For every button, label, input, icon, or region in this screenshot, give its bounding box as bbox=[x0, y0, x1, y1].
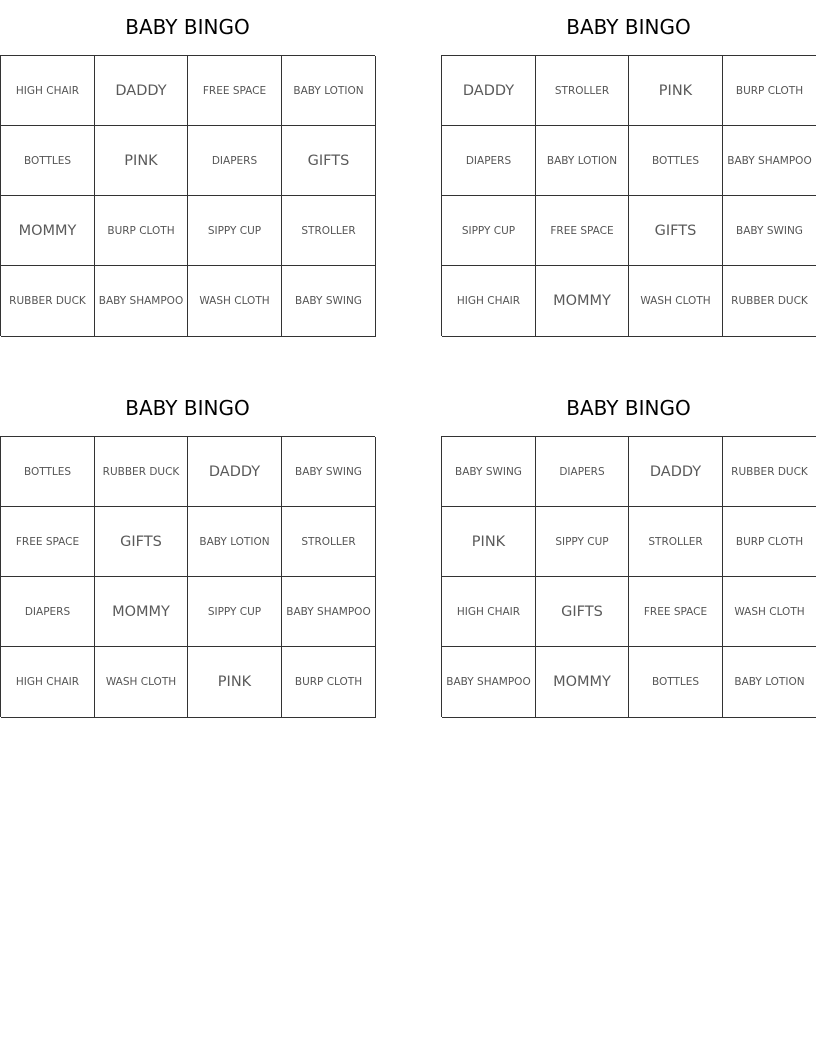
bingo-cell: SIPPY CUP bbox=[442, 196, 536, 266]
bingo-cell: RUBBER DUCK bbox=[1, 266, 95, 337]
card-title: BABY BINGO bbox=[125, 15, 250, 39]
bingo-grid bbox=[441, 436, 816, 717]
bingo-cell: MOMMY bbox=[1, 196, 95, 266]
card-title: BABY BINGO bbox=[125, 396, 250, 420]
bingo-cell: PINK bbox=[95, 126, 188, 196]
bingo-cell: DIAPERS bbox=[442, 126, 536, 196]
bingo-cell: HIGH CHAIR bbox=[442, 266, 536, 337]
bingo-cell: DIAPERS bbox=[1, 577, 95, 647]
bingo-cell: DADDY bbox=[95, 56, 188, 126]
bingo-cell: GIFTS bbox=[629, 196, 723, 266]
bingo-cell: BURP CLOTH bbox=[282, 647, 376, 718]
bingo-cell: DADDY bbox=[188, 437, 282, 507]
bingo-cell: DIAPERS bbox=[188, 126, 282, 196]
bingo-cell: BABY LOTION bbox=[723, 647, 816, 718]
bingo-cell: FREE SPACE bbox=[188, 56, 282, 126]
bingo-cell: GIFTS bbox=[95, 507, 188, 577]
bingo-cell: RUBBER DUCK bbox=[723, 266, 816, 337]
bingo-cell: HIGH CHAIR bbox=[1, 647, 95, 718]
bingo-cell: BABY SWING bbox=[282, 266, 376, 337]
bingo-cell: FREE SPACE bbox=[629, 577, 723, 647]
bingo-cell: WASH CLOTH bbox=[629, 266, 723, 337]
bingo-cell: MOMMY bbox=[95, 577, 188, 647]
bingo-cell: BOTTLES bbox=[1, 126, 95, 196]
bingo-cell: STROLLER bbox=[629, 507, 723, 577]
bingo-cell: PINK bbox=[442, 507, 536, 577]
bingo-cell: BURP CLOTH bbox=[723, 507, 816, 577]
bingo-cell: WASH CLOTH bbox=[95, 647, 188, 718]
bingo-cell: BABY SWING bbox=[723, 196, 816, 266]
bingo-cell: WASH CLOTH bbox=[723, 577, 816, 647]
bingo-cell: FREE SPACE bbox=[536, 196, 629, 266]
bingo-grid bbox=[0, 436, 375, 717]
bingo-cell: GIFTS bbox=[282, 126, 376, 196]
bingo-cell: BOTTLES bbox=[629, 126, 723, 196]
bingo-cell: BOTTLES bbox=[629, 647, 723, 718]
bingo-cell: SIPPY CUP bbox=[188, 577, 282, 647]
card-title: BABY BINGO bbox=[566, 396, 691, 420]
bingo-cell: WASH CLOTH bbox=[188, 266, 282, 337]
bingo-cell: MOMMY bbox=[536, 266, 629, 337]
bingo-cell: SIPPY CUP bbox=[188, 196, 282, 266]
bingo-cell: STROLLER bbox=[282, 196, 376, 266]
bingo-grid bbox=[0, 55, 375, 336]
bingo-cell: DIAPERS bbox=[536, 437, 629, 507]
bingo-cell: BURP CLOTH bbox=[723, 56, 816, 126]
bingo-cell: HIGH CHAIR bbox=[442, 577, 536, 647]
bingo-cell: BOTTLES bbox=[1, 437, 95, 507]
bingo-cell: PINK bbox=[188, 647, 282, 718]
bingo-cell: FREE SPACE bbox=[1, 507, 95, 577]
bingo-cell: MOMMY bbox=[536, 647, 629, 718]
bingo-cell: BABY SHAMPOO bbox=[282, 577, 376, 647]
bingo-cell: RUBBER DUCK bbox=[723, 437, 816, 507]
bingo-cell: BABY SHAMPOO bbox=[723, 126, 816, 196]
bingo-cell: SIPPY CUP bbox=[536, 507, 629, 577]
bingo-cell: BABY SWING bbox=[282, 437, 376, 507]
bingo-cell: RUBBER DUCK bbox=[95, 437, 188, 507]
bingo-cell: BABY LOTION bbox=[282, 56, 376, 126]
bingo-cell: STROLLER bbox=[282, 507, 376, 577]
bingo-cell: PINK bbox=[629, 56, 723, 126]
bingo-cell: DADDY bbox=[629, 437, 723, 507]
bingo-cell: STROLLER bbox=[536, 56, 629, 126]
bingo-cell: BABY LOTION bbox=[536, 126, 629, 196]
bingo-cell: BABY SHAMPOO bbox=[442, 647, 536, 718]
bingo-cell: HIGH CHAIR bbox=[1, 56, 95, 126]
bingo-cell: BABY SHAMPOO bbox=[95, 266, 188, 337]
card-title: BABY BINGO bbox=[566, 15, 691, 39]
bingo-cell: BABY SWING bbox=[442, 437, 536, 507]
bingo-cell: BABY LOTION bbox=[188, 507, 282, 577]
bingo-cell: DADDY bbox=[442, 56, 536, 126]
bingo-grid bbox=[441, 55, 816, 336]
bingo-cell: BURP CLOTH bbox=[95, 196, 188, 266]
bingo-cell: GIFTS bbox=[536, 577, 629, 647]
